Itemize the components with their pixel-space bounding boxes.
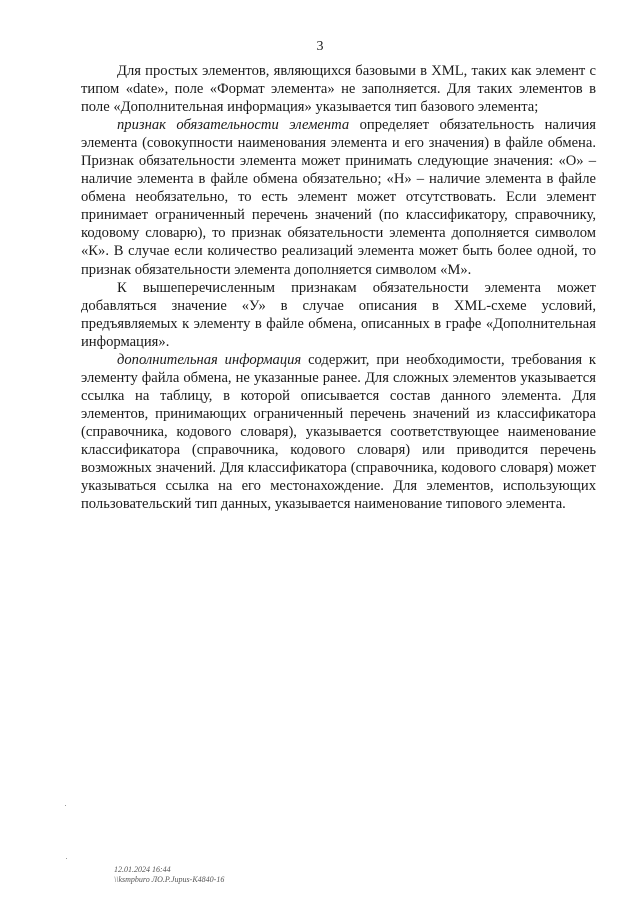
paragraph-simple-elements	[81, 62, 596, 116]
paragraph-conditional-flag	[81, 279, 596, 351]
page-number: 3	[316, 39, 324, 54]
document-body	[81, 62, 596, 513]
footer-file-path: \\ksmpburo ЛО.Р.Jupus-K4840-16	[114, 875, 225, 884]
paragraph-text: К вышеперечисленным признакам обязательности элемента может добавляться значение «У» в случае описания в XML-схеме условий, предъявляемых к элементу в файле обмена, описанных в графе «Дополнительная информация».	[81, 279, 596, 350]
footer-timestamp: 12.01.2024 16:44	[114, 865, 171, 874]
term-mandatory-flag: признак обязательности элемента	[117, 117, 350, 134]
paragraph-text: Для простых элементов, являющихся базовыми в XML, таких как элемент с типом «date», поле «Формат элемента» не заполняется. Для таких элементов в поле «Дополнительная информация» указывается тип базового элемента;	[81, 63, 596, 116]
paragraph-additional-info	[81, 351, 596, 513]
scan-speck	[66, 858, 67, 859]
paragraph-mandatory-flag	[81, 116, 596, 278]
paragraph-text: определяет обязательность наличия элемента (совокупности наименования элемента и его значения) в файле обмена. Признак обязательности элемента может принимать следующие значения: «О» – наличие элемента в файле обмена обязательно; «Н» – наличие элемента в файле обмена необязательно, то есть элемент может отсутствовать. Если элемент принимает ограниченный перечень значений (по классификатору, справочнику, кодовому словарю), то признак обязательности элемента дополняется символом «К». В случае если количество реализаций элемента может быть более одной, то признак обязательности элемента дополняется символом «М».	[81, 117, 596, 278]
term-additional-info: дополнительная информация	[117, 351, 302, 368]
print-footer	[114, 865, 224, 885]
paragraph-text: содержит, при необходимости, требования к элементу файла обмена, не указанные ранее. Для сложных элементов указывается ссылка на таблицу, в которой описывается состав данного элемента. Для элементов, принимающих ограниченный перечень значений из классификатора (справочника, кодового словаря), указывается соответствующее наименование классификатора (справочника, кодового словаря) или приводится перечень возможных значений. Для классификатора (справочника, кодового словаря) может указываться ссылка на его местонахождение. Для элементов, использующих пользовательский тип данных, указывается наименование типового элемента.	[81, 351, 596, 513]
scan-speck	[65, 805, 66, 806]
